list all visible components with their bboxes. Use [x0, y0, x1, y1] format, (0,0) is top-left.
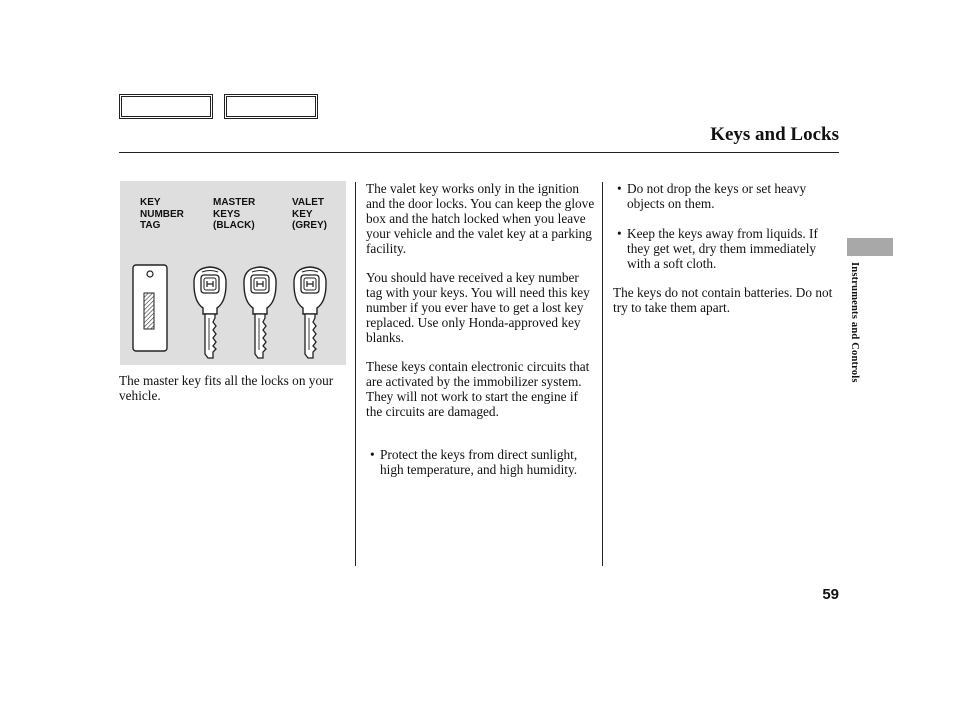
bullet-icon: • — [617, 181, 622, 196]
master-key-caption: The master key fits all the locks on your vehicle. — [119, 373, 334, 403]
column-divider-left — [355, 182, 356, 566]
bullet-item — [617, 181, 842, 211]
batteries-paragraph: The keys do not contain batteries. Do not try to take them apart. — [613, 285, 833, 315]
key-number-paragraph: You should have received a key number tag with your keys. You will need this key number if you ever have to get a lost key replaced. Use only Honda-approved key blanks. — [366, 270, 590, 345]
page-title: Keys and Locks — [710, 124, 839, 145]
label-key-number-tag: KEY NUMBER TAG — [140, 197, 184, 231]
keys-drawing — [120, 181, 346, 365]
bullet-item — [370, 447, 590, 477]
bullet-item — [617, 226, 842, 271]
keys-illustration — [120, 181, 346, 365]
column-divider-right — [602, 182, 603, 566]
bullet-text: Do not drop the keys or set heavy objects on them. — [627, 181, 807, 211]
bullet-text: Protect the keys from direct sunlight, high temperature, and high humidity. — [380, 447, 578, 477]
section-tab-label: Instruments and Controls — [849, 262, 860, 383]
label-master-keys: MASTER KEYS (BLACK) — [213, 197, 256, 231]
header-rule — [119, 152, 839, 153]
key-number-tag — [133, 265, 167, 351]
nav-button-next[interactable] — [224, 94, 318, 119]
valet-key-paragraph: The valet key works only in the ignition and the door locks. You can keep the glove box and the hatch locked when you leave your vehicle and the valet key at a parking facility. — [366, 181, 595, 256]
bullet-icon: • — [370, 447, 375, 462]
master-key-2 — [244, 267, 276, 358]
section-tab — [847, 238, 893, 256]
master-key-1 — [194, 267, 226, 358]
immobilizer-paragraph: These keys contain electronic circuits that are activated by the immobilizer system. They will not work to start the engine if the circuits are damaged. — [366, 359, 590, 419]
nav-button-previous[interactable] — [119, 94, 213, 119]
bullet-text: Keep the keys away from liquids. If they get wet, dry them immediately with a soft cloth. — [627, 226, 818, 271]
bullet-icon: • — [617, 226, 622, 241]
label-valet-key: VALET KEY (GREY) — [292, 197, 327, 231]
valet-key — [294, 267, 326, 358]
page-number: 59 — [822, 586, 839, 603]
